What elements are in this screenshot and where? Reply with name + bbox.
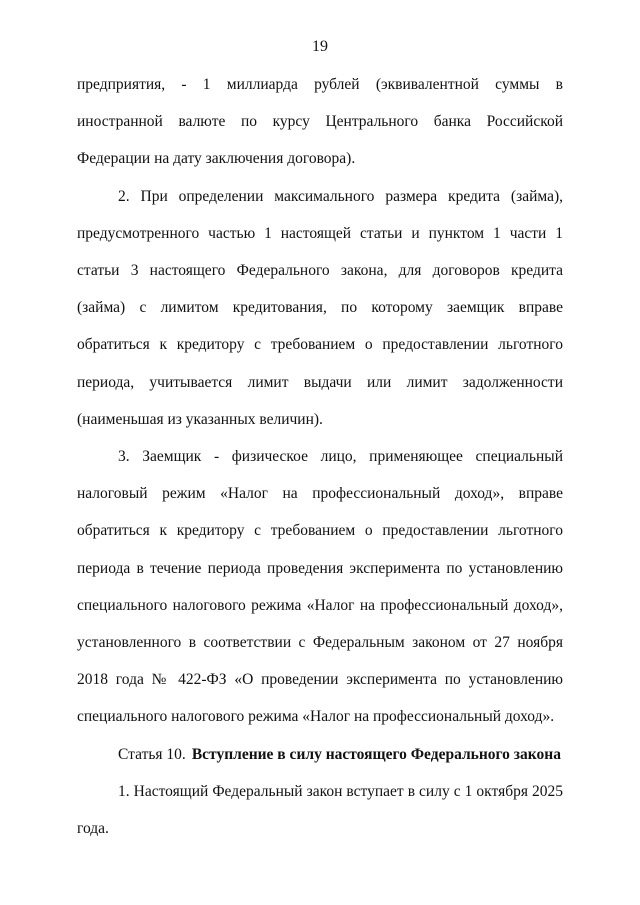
article-paragraph-1: 1. Настоящий Федеральный закон вступает в силу с 1 октября 2025 года. xyxy=(77,782,563,838)
document-body xyxy=(77,66,563,847)
paragraph-item-3: 3. Заемщик - физическое лицо, применяющее специальный налоговый режим «Налог на профессиональный доход», вправе обратиться к кредитору с требованием о предоставлении льготного периода в течение периода проведения эксперимента по установлению специального налогового режима «Налог на профессиональный доход», установленного в соответствии с Федеральным законом от 27 ноября 2018 года № 422-ФЗ «О проведении эксперимента по установлению специального налогового режима «Налог на профессиональный доход». xyxy=(77,448,563,726)
article-label: Статья 10. xyxy=(118,745,186,763)
article-heading xyxy=(77,736,563,773)
paragraph-continuation: предприятия, - 1 миллиарда рублей (эквивалентной суммы в иностранной валюте по курсу Центрального банка Российской Федерации на дату заключения договора). xyxy=(77,76,563,168)
article-title: Вступление в силу настоящего Федерального закона xyxy=(191,745,561,763)
page-number: 19 xyxy=(312,38,328,55)
paragraph-item-2: 2. При определении максимального размера кредита (займа), предусмотренного частью 1 настоящей статьи и пунктом 1 части 1 статьи 3 настоящего Федерального закона, для договоров кредита (займа) с лимитом кредитования, по которому заемщик вправе обратиться к кредитору с требованием о предоставлении льготного периода, учитывается лимит выдачи или лимит задолженности (наименьшая из указанных величин). xyxy=(77,187,563,428)
